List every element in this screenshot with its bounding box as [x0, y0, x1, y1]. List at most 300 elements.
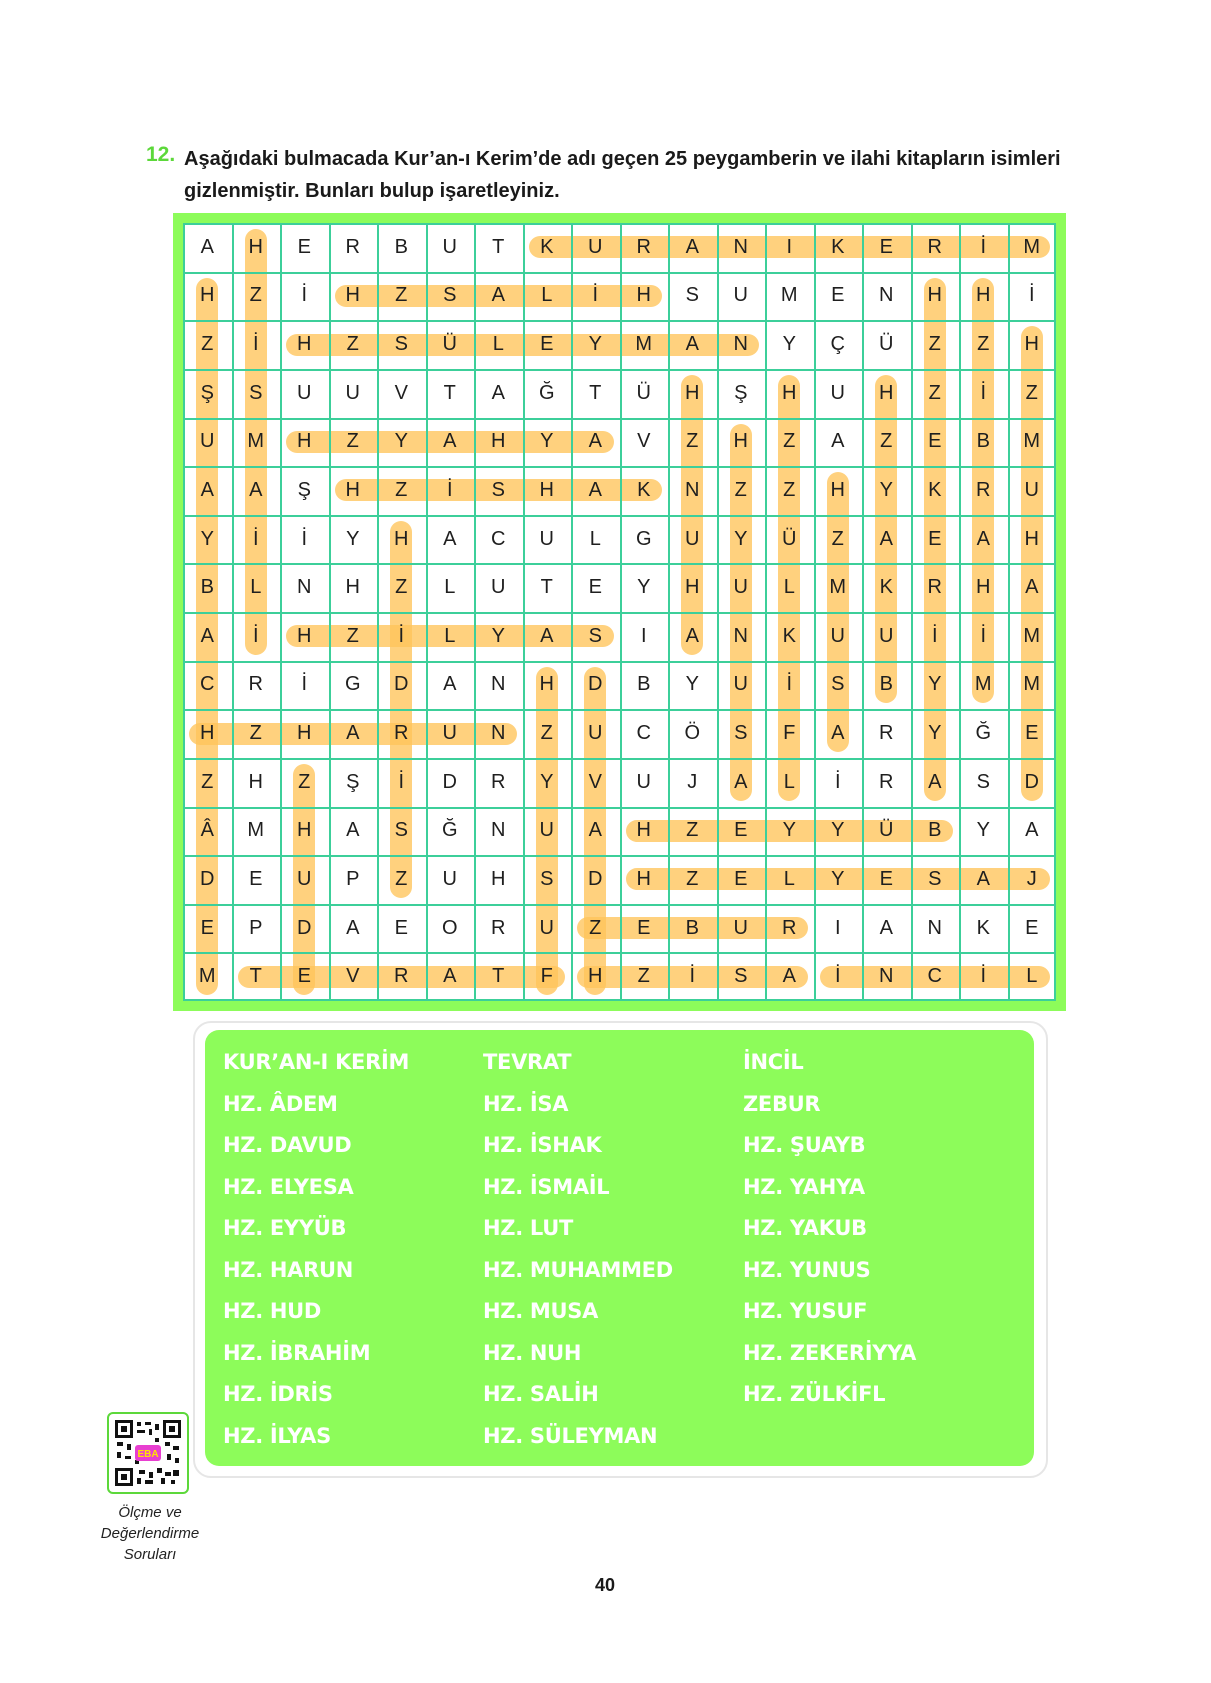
grid-cell[interactable]: Ğ	[975, 722, 992, 745]
grid-cell[interactable]: V	[637, 430, 651, 453]
grid-cell[interactable]: Z	[346, 333, 359, 356]
grid-cell[interactable]: E	[394, 916, 408, 939]
grid-cell[interactable]: B	[637, 673, 651, 696]
grid-cell[interactable]: Ğ	[441, 819, 458, 842]
grid-cell[interactable]: R	[927, 235, 942, 258]
grid-cell[interactable]: H	[685, 381, 700, 404]
grid-cell[interactable]: İ	[786, 673, 793, 696]
grid-cell[interactable]: D	[442, 770, 457, 793]
grid-cell[interactable]: S	[734, 965, 748, 988]
qr-code[interactable]	[107, 1412, 189, 1494]
grid-cell[interactable]: V	[394, 381, 408, 404]
grid-cell[interactable]: S	[249, 381, 263, 404]
grid-cell[interactable]: A	[976, 867, 990, 890]
grid-cell[interactable]: U	[830, 381, 845, 404]
grid-cell[interactable]: İ	[592, 284, 599, 307]
grid-cell[interactable]: U	[879, 624, 894, 647]
grid-cell[interactable]: C	[200, 673, 215, 696]
grid-cell[interactable]: H	[539, 673, 554, 696]
grid-cell[interactable]: I	[834, 916, 841, 939]
grid-cell[interactable]: A	[831, 430, 845, 453]
grid-cell[interactable]: E	[297, 965, 311, 988]
grid-cell[interactable]: H	[345, 478, 360, 501]
grid-cell[interactable]: Z	[637, 965, 650, 988]
grid-cell[interactable]: Y	[394, 430, 408, 453]
grid-cell[interactable]: İ	[301, 673, 308, 696]
grid-cell[interactable]: Ö	[684, 722, 701, 745]
grid-cell[interactable]: E	[1025, 916, 1039, 939]
grid-cell[interactable]: V	[588, 770, 602, 793]
grid-cell[interactable]: U	[539, 527, 554, 550]
grid-cell[interactable]: H	[976, 576, 991, 599]
grid-cell[interactable]: L	[783, 576, 795, 599]
grid-cell[interactable]: Y	[540, 770, 554, 793]
grid-cell[interactable]: Z	[346, 624, 359, 647]
page-number: 40	[594, 1575, 616, 1595]
grid-cell[interactable]: F	[540, 965, 553, 988]
grid-cell[interactable]: U	[636, 770, 651, 793]
grid-cell[interactable]: H	[248, 770, 263, 793]
grid-cell[interactable]: Z	[686, 819, 699, 842]
grid-cell[interactable]: S	[394, 333, 408, 356]
grid-cell[interactable]: A	[443, 673, 457, 696]
grid-cell[interactable]: E	[734, 867, 748, 890]
grid-cell[interactable]: N	[879, 284, 894, 307]
grid-cell[interactable]: L	[444, 576, 456, 599]
grid-cell[interactable]: E	[637, 916, 651, 939]
grid-cell[interactable]: S	[734, 722, 748, 745]
grid-cell[interactable]: A	[782, 965, 796, 988]
grid-cell[interactable]: R	[636, 235, 651, 258]
grid-cell[interactable]: H	[491, 430, 506, 453]
grid-cell[interactable]: Y	[928, 673, 942, 696]
grid-cell[interactable]: U	[442, 722, 457, 745]
grid-cell[interactable]: H	[491, 867, 506, 890]
grid-cell[interactable]: E	[734, 819, 748, 842]
grid-cell[interactable]: R	[491, 916, 506, 939]
grid-cell[interactable]: D	[394, 673, 409, 696]
grid-cell[interactable]: N	[297, 576, 312, 599]
grid-cell[interactable]: N	[733, 333, 748, 356]
grid-cell[interactable]: Z	[346, 430, 359, 453]
grid-cell[interactable]: A	[491, 284, 505, 307]
grid-cell[interactable]: U	[733, 576, 748, 599]
grid-cell[interactable]: Ş	[297, 478, 311, 501]
grid-cell[interactable]: U	[442, 867, 457, 890]
grid-cell[interactable]: K	[637, 478, 651, 501]
grid-cell[interactable]: L	[783, 770, 795, 793]
grid-cell[interactable]: Z	[734, 478, 747, 501]
grid-cell[interactable]: İ	[398, 624, 405, 647]
grid-cell[interactable]: Y	[637, 576, 651, 599]
grid-cell[interactable]: E	[297, 235, 311, 258]
grid-cell[interactable]: A	[685, 624, 699, 647]
grid-cell[interactable]: İ	[689, 965, 696, 988]
grid-cell[interactable]: E	[928, 430, 942, 453]
grid-cell[interactable]: N	[879, 965, 894, 988]
grid-cell[interactable]: E	[249, 867, 263, 890]
grid-cell[interactable]: K	[540, 235, 554, 258]
grid-cell[interactable]: C	[636, 722, 651, 745]
grid-cell[interactable]: P	[249, 916, 263, 939]
grid-cell[interactable]: A	[588, 819, 602, 842]
grid-cell[interactable]: İ	[301, 527, 308, 550]
grid-cell[interactable]: R	[491, 770, 506, 793]
grid-cell[interactable]: U	[1024, 478, 1039, 501]
grid-cell[interactable]: U	[830, 624, 845, 647]
grid-cell[interactable]: E	[588, 576, 602, 599]
grid-cell[interactable]: U	[733, 284, 748, 307]
grid-cell[interactable]: U	[539, 916, 554, 939]
grid-cell[interactable]: I	[786, 235, 793, 258]
grid-cell[interactable]: Z	[977, 333, 990, 356]
grid-cell[interactable]: H	[539, 478, 554, 501]
grid-cell[interactable]: M	[1023, 430, 1041, 453]
grid-cell[interactable]: Ş	[346, 770, 360, 793]
grid-cell[interactable]: H	[636, 867, 651, 890]
grid-cell[interactable]: H	[200, 722, 215, 745]
grid-cell[interactable]: Y	[831, 819, 845, 842]
grid-cell[interactable]: R	[879, 722, 894, 745]
grid-cell[interactable]: Y	[734, 527, 748, 550]
grid-cell[interactable]: Z	[928, 381, 941, 404]
grid-cell[interactable]: İ	[980, 624, 987, 647]
grid-cell[interactable]: H	[782, 381, 797, 404]
grid-cell[interactable]: S	[394, 819, 408, 842]
grid-cell[interactable]: J	[1026, 867, 1037, 890]
grid-cell[interactable]: G	[344, 673, 361, 696]
grid-cell[interactable]: A	[346, 722, 360, 745]
grid-cell[interactable]: Z	[783, 430, 796, 453]
grid-cell[interactable]: J	[687, 770, 698, 793]
grid-cell[interactable]: U	[588, 722, 603, 745]
grid-cell[interactable]: A	[685, 333, 699, 356]
grid-cell[interactable]: V	[346, 965, 360, 988]
grid-cell[interactable]: Y	[346, 527, 360, 550]
grid-cell[interactable]: A	[443, 430, 457, 453]
grid-cell[interactable]: R	[976, 478, 991, 501]
grid-cell[interactable]: Z	[395, 576, 408, 599]
grid-cell[interactable]: O	[441, 916, 458, 939]
grid-cell[interactable]: Z	[249, 284, 262, 307]
grid-cell[interactable]: E	[879, 235, 893, 258]
grid-cell[interactable]: Z	[783, 478, 796, 501]
grid-cell[interactable]: D	[1024, 770, 1039, 793]
grid-cell[interactable]: U	[539, 819, 554, 842]
grid-cell[interactable]: M	[635, 333, 653, 356]
grid-cell[interactable]: N	[733, 235, 748, 258]
grid-cell[interactable]: Z	[201, 333, 214, 356]
grid-cell[interactable]: A	[1025, 819, 1039, 842]
grid-cell[interactable]: Y	[831, 867, 845, 890]
grid-cell[interactable]: S	[928, 867, 942, 890]
grid-cell[interactable]: A	[976, 527, 990, 550]
grid-cell[interactable]: A	[879, 916, 893, 939]
grid-cell[interactable]: L	[250, 576, 262, 599]
grid-cell[interactable]: U	[297, 381, 312, 404]
answer-word: HZ. YAHYA	[743, 1174, 865, 1199]
grid-cell[interactable]: R	[782, 916, 797, 939]
grid-cell[interactable]: Y	[928, 722, 942, 745]
grid-cell[interactable]: Z	[686, 867, 699, 890]
grid-cell[interactable]: H	[297, 430, 312, 453]
grid-cell[interactable]: H	[345, 284, 360, 307]
grid-cell[interactable]: A	[588, 430, 602, 453]
grid-cell[interactable]: Ü	[636, 381, 651, 404]
grid-cell[interactable]: H	[297, 333, 312, 356]
grid-cell[interactable]: N	[491, 819, 506, 842]
grid-cell[interactable]: İ	[252, 527, 259, 550]
grid-cell[interactable]: T	[249, 965, 262, 988]
grid-cell[interactable]: İ	[301, 284, 308, 307]
grid-cell[interactable]: E	[200, 916, 214, 939]
grid-cell[interactable]: A	[879, 527, 893, 550]
answer-word: HZ. İBRAHİM	[223, 1340, 371, 1365]
grid-cell[interactable]: N	[733, 624, 748, 647]
grid-cell[interactable]: U	[733, 673, 748, 696]
grid-cell[interactable]: Ş	[734, 381, 748, 404]
grid-cell[interactable]: M	[198, 965, 216, 988]
grid-cell[interactable]: İ	[252, 624, 259, 647]
grid-cell[interactable]: Ü	[879, 333, 894, 356]
grid-cell[interactable]: İ	[834, 965, 841, 988]
grid-cell[interactable]: H	[636, 284, 651, 307]
grid-cell[interactable]: K	[879, 576, 893, 599]
answer-word: HZ. ZEKERİYYA	[743, 1340, 917, 1365]
grid-cell[interactable]: T	[443, 381, 456, 404]
answer-word: HZ. HUD	[223, 1299, 322, 1323]
grid-cell[interactable]: I	[640, 624, 647, 647]
grid-cell[interactable]: H	[733, 430, 748, 453]
grid-cell[interactable]: M	[1023, 624, 1041, 647]
grid-cell[interactable]: A	[928, 770, 942, 793]
grid-cell[interactable]: Y	[588, 333, 602, 356]
grid-cell[interactable]: S	[588, 624, 602, 647]
grid-cell[interactable]: Z	[831, 527, 844, 550]
grid-cell[interactable]: N	[927, 916, 942, 939]
grid-cell[interactable]: Y	[976, 819, 990, 842]
grid-cell[interactable]: Ç	[830, 333, 845, 356]
grid-cell[interactable]: A	[200, 478, 214, 501]
grid-cell[interactable]: B	[879, 673, 893, 696]
grid-cell[interactable]: R	[345, 235, 360, 258]
grid-cell[interactable]: A	[249, 478, 263, 501]
grid-cell[interactable]: A	[734, 770, 748, 793]
grid-cell[interactable]: M	[829, 576, 847, 599]
answer-word: HZ. İSHAK	[483, 1133, 602, 1157]
grid-cell[interactable]: A	[1025, 576, 1039, 599]
grid-cell[interactable]: Z	[686, 430, 699, 453]
grid-cell[interactable]: Ş	[200, 381, 214, 404]
grid-cell[interactable]: T	[492, 235, 505, 258]
grid-cell[interactable]: Y	[200, 527, 214, 550]
grid-cell[interactable]: D	[588, 867, 603, 890]
grid-cell[interactable]: Z	[1025, 381, 1038, 404]
grid-cell[interactable]: İ	[931, 624, 938, 647]
grid-cell[interactable]: E	[1025, 722, 1039, 745]
grid-cell[interactable]: U	[200, 430, 215, 453]
grid-cell[interactable]: H	[588, 965, 603, 988]
grid-cell[interactable]: K	[976, 916, 990, 939]
grid-cell[interactable]: U	[491, 576, 506, 599]
grid-cell[interactable]: İ	[980, 235, 987, 258]
grid-cell[interactable]: İ	[1028, 284, 1035, 307]
grid-cell[interactable]: M	[780, 284, 798, 307]
grid-cell[interactable]: İ	[252, 333, 259, 356]
grid-cell[interactable]: A	[443, 965, 457, 988]
grid-cell[interactable]: S	[685, 284, 699, 307]
grid-cell[interactable]: T	[492, 965, 505, 988]
grid-cell[interactable]: P	[346, 867, 360, 890]
answer-column-3	[743, 1042, 916, 1416]
grid-cell[interactable]: A	[685, 235, 699, 258]
grid-cell[interactable]: E	[928, 527, 942, 550]
grid-cell[interactable]: İ	[834, 770, 841, 793]
grid-cell[interactable]: Ü	[879, 819, 894, 842]
grid-cell[interactable]: S	[831, 673, 845, 696]
grid-cell[interactable]: A	[346, 916, 360, 939]
grid-cell[interactable]: M	[974, 673, 992, 696]
grid-cell[interactable]: S	[976, 770, 990, 793]
grid-cell[interactable]: B	[200, 576, 214, 599]
grid-cell[interactable]: U	[733, 916, 748, 939]
grid-cell[interactable]: Z	[201, 770, 214, 793]
grid-cell[interactable]: K	[831, 235, 845, 258]
grid-cell[interactable]: M	[247, 430, 265, 453]
grid-cell[interactable]: U	[442, 235, 457, 258]
grid-cell[interactable]: C	[491, 527, 506, 550]
grid-cell[interactable]: R	[879, 770, 894, 793]
grid-cell[interactable]: Y	[540, 430, 554, 453]
grid-cell[interactable]: L	[541, 284, 553, 307]
grid-cell[interactable]: S	[491, 478, 505, 501]
grid-cell[interactable]: N	[491, 673, 506, 696]
answer-word: HZ. ELYESA	[223, 1174, 354, 1199]
grid-cell[interactable]: A	[588, 478, 602, 501]
grid-cell[interactable]: B	[976, 430, 990, 453]
grid-cell[interactable]: A	[346, 819, 360, 842]
grid-cell[interactable]: A	[540, 624, 554, 647]
grid-cell[interactable]: Y	[685, 673, 699, 696]
grid-cell[interactable]: B	[394, 235, 408, 258]
grid-cell[interactable]: B	[928, 819, 942, 842]
grid-cell[interactable]: A	[200, 624, 214, 647]
grid-cell[interactable]: B	[685, 916, 699, 939]
grid-cell[interactable]: Z	[880, 430, 893, 453]
grid-cell[interactable]: U	[345, 381, 360, 404]
grid-cell[interactable]: N	[685, 478, 700, 501]
grid-cell[interactable]: Z	[249, 722, 262, 745]
grid-cell[interactable]: Z	[298, 770, 311, 793]
grid-cell[interactable]: F	[783, 722, 796, 745]
grid-cell[interactable]: E	[540, 333, 554, 356]
grid-cell[interactable]: D	[200, 867, 215, 890]
grid-cell[interactable]: Ü	[442, 333, 457, 356]
grid-cell[interactable]: D	[588, 673, 603, 696]
grid-cell[interactable]: R	[394, 722, 409, 745]
grid-cell[interactable]: L	[1026, 965, 1038, 988]
grid-cell[interactable]: İ	[980, 381, 987, 404]
grid-cell[interactable]: D	[297, 916, 312, 939]
grid-cell[interactable]: H	[297, 624, 312, 647]
answer-column-2	[483, 1042, 673, 1457]
grid-cell[interactable]: Z	[395, 867, 408, 890]
grid-cell[interactable]: H	[830, 478, 845, 501]
grid-cell[interactable]: S	[443, 284, 457, 307]
grid-cell[interactable]: Z	[589, 916, 602, 939]
grid-cell[interactable]: A	[831, 722, 845, 745]
grid-cell[interactable]: H	[248, 235, 263, 258]
grid-cell[interactable]: Z	[540, 722, 553, 745]
grid-cell[interactable]: C	[927, 965, 942, 988]
grid-cell[interactable]: Z	[395, 284, 408, 307]
grid-cell[interactable]: Y	[491, 624, 505, 647]
grid-cell[interactable]: E	[879, 867, 893, 890]
grid-cell[interactable]: M	[247, 819, 265, 842]
grid-cell[interactable]: H	[1024, 333, 1039, 356]
grid-cell[interactable]: L	[492, 333, 504, 356]
grid-cell[interactable]: L	[783, 867, 795, 890]
grid-cell[interactable]: H	[394, 527, 409, 550]
grid-cell[interactable]: K	[782, 624, 796, 647]
grid-cell[interactable]: İ	[980, 965, 987, 988]
grid-cell[interactable]: E	[831, 284, 845, 307]
grid-cell[interactable]: İ	[446, 478, 453, 501]
grid-cell[interactable]: H	[200, 284, 215, 307]
grid-cell[interactable]: M	[1023, 235, 1041, 258]
grid-cell[interactable]: H	[297, 722, 312, 745]
grid-cell[interactable]: L	[444, 624, 456, 647]
grid-cell[interactable]: A	[491, 381, 505, 404]
grid-cell[interactable]: K	[928, 478, 942, 501]
grid-cell[interactable]: Ğ	[538, 381, 555, 404]
grid-cell[interactable]: Y	[879, 478, 893, 501]
grid-cell[interactable]: Ü	[782, 527, 797, 550]
grid-cell[interactable]: H	[976, 284, 991, 307]
grid-cell[interactable]: H	[879, 381, 894, 404]
grid-cell[interactable]: S	[540, 867, 554, 890]
grid-cell[interactable]: R	[248, 673, 263, 696]
grid-cell[interactable]: Y	[782, 819, 796, 842]
grid-cell[interactable]: G	[635, 527, 652, 550]
grid-cell[interactable]: N	[491, 722, 506, 745]
grid-cell[interactable]: H	[927, 284, 942, 307]
grid-cell[interactable]: U	[588, 235, 603, 258]
grid-cell[interactable]: T	[540, 576, 553, 599]
grid-cell[interactable]: U	[297, 867, 312, 890]
qr-badge: EBA	[137, 1449, 159, 1460]
grid-cell[interactable]: H	[297, 819, 312, 842]
grid-cell[interactable]: M	[1023, 673, 1041, 696]
grid-cell[interactable]: H	[1024, 527, 1039, 550]
grid-cell[interactable]: R	[927, 576, 942, 599]
grid-cell[interactable]: L	[589, 527, 601, 550]
grid-cell[interactable]: R	[394, 965, 409, 988]
grid-cell[interactable]: A	[200, 235, 214, 258]
grid-cell[interactable]: U	[685, 527, 700, 550]
grid-cell[interactable]: H	[636, 819, 651, 842]
grid-cell[interactable]: H	[345, 576, 360, 599]
grid-cell[interactable]: Z	[395, 478, 408, 501]
grid-cell[interactable]: Y	[782, 333, 796, 356]
grid-cell[interactable]: Z	[928, 333, 941, 356]
grid-cell[interactable]: T	[589, 381, 602, 404]
grid-cell[interactable]: A	[443, 527, 457, 550]
grid-cell[interactable]: İ	[398, 770, 405, 793]
qr-caption	[85, 1502, 215, 1565]
grid-cell[interactable]: Â	[200, 819, 214, 842]
grid-cell[interactable]: H	[685, 576, 700, 599]
